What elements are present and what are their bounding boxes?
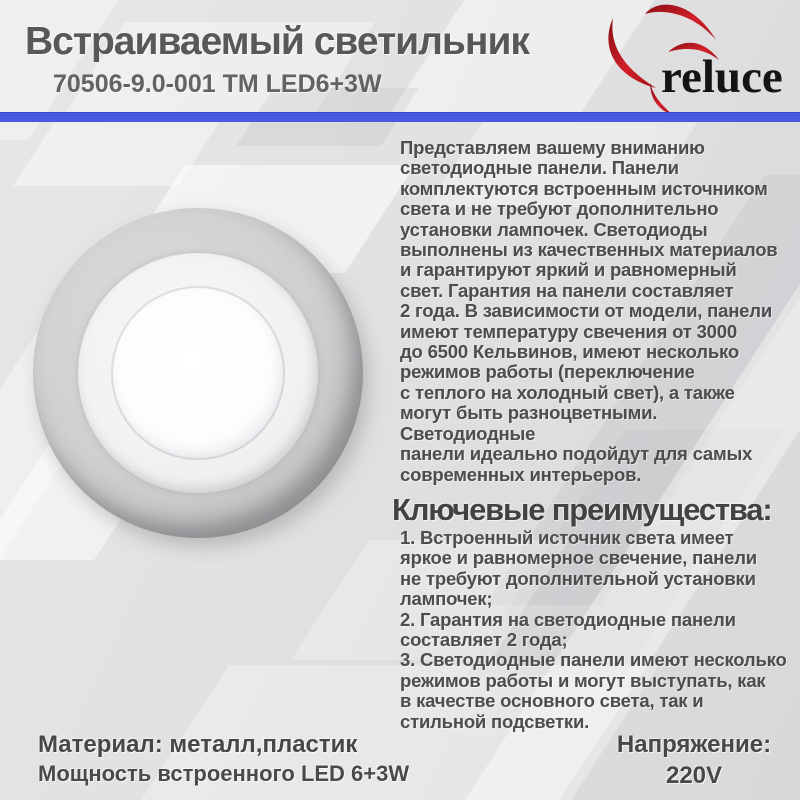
lamp-light-panel <box>111 286 285 460</box>
advantage-item-3: 3. Светодиодные панели имеют несколько режимов работы и могут выступать, как в качестве основного света, так и стильной подсветки. <box>400 649 787 732</box>
product-photo <box>33 208 363 538</box>
description-column <box>392 138 796 732</box>
product-description: Представляем вашему вниманию светодиодные панели. Панели комплектуются встроенным источником света и не требуют дополнительно установки лампочек. Светодиоды выполнены из качественных материалов и гарантируют яркий и равномерный свет. Гарантия на панели составляет 2 года. В зависимости от модели, панели имеют температуру свечения от 3000 до 6500 Кельвинов, имеют несколько режимов работы (переключение с теплого на холодный свет), а также могут быть разноцветными. Светодиодные панели идеально подойдут для самых современных интерьеров. <box>400 137 778 485</box>
voltage-value: 220V <box>665 762 723 789</box>
material-spec: Материал: металл,пластик <box>38 731 358 758</box>
model-number: 70506-9.0-001 TM LED6+3W <box>53 70 382 98</box>
power-spec: Мощность встроенного LED 6+3W <box>38 761 410 786</box>
brand-name: reluce <box>661 51 783 103</box>
page-title: Встраиваемый светильник <box>25 20 529 63</box>
brand-logo <box>598 2 798 118</box>
advantage-item-1: 1. Встроенный источник света имеет яркое и равномерное свечение, панели не требуют дополнительной установки лампочек; <box>400 526 757 610</box>
advantage-item-2: 2. Гарантия на светодиодные панели составляет 2 года; <box>400 608 736 650</box>
voltage-spec <box>594 731 794 790</box>
lamp-outer-ring <box>33 208 363 538</box>
lamp-white-ring <box>78 253 318 493</box>
logo-swirl-icon <box>598 2 798 118</box>
voltage-label: Напряжение: <box>616 731 772 758</box>
advantages-heading: Ключевые преимущества: <box>392 491 772 527</box>
header-divider <box>0 112 800 122</box>
